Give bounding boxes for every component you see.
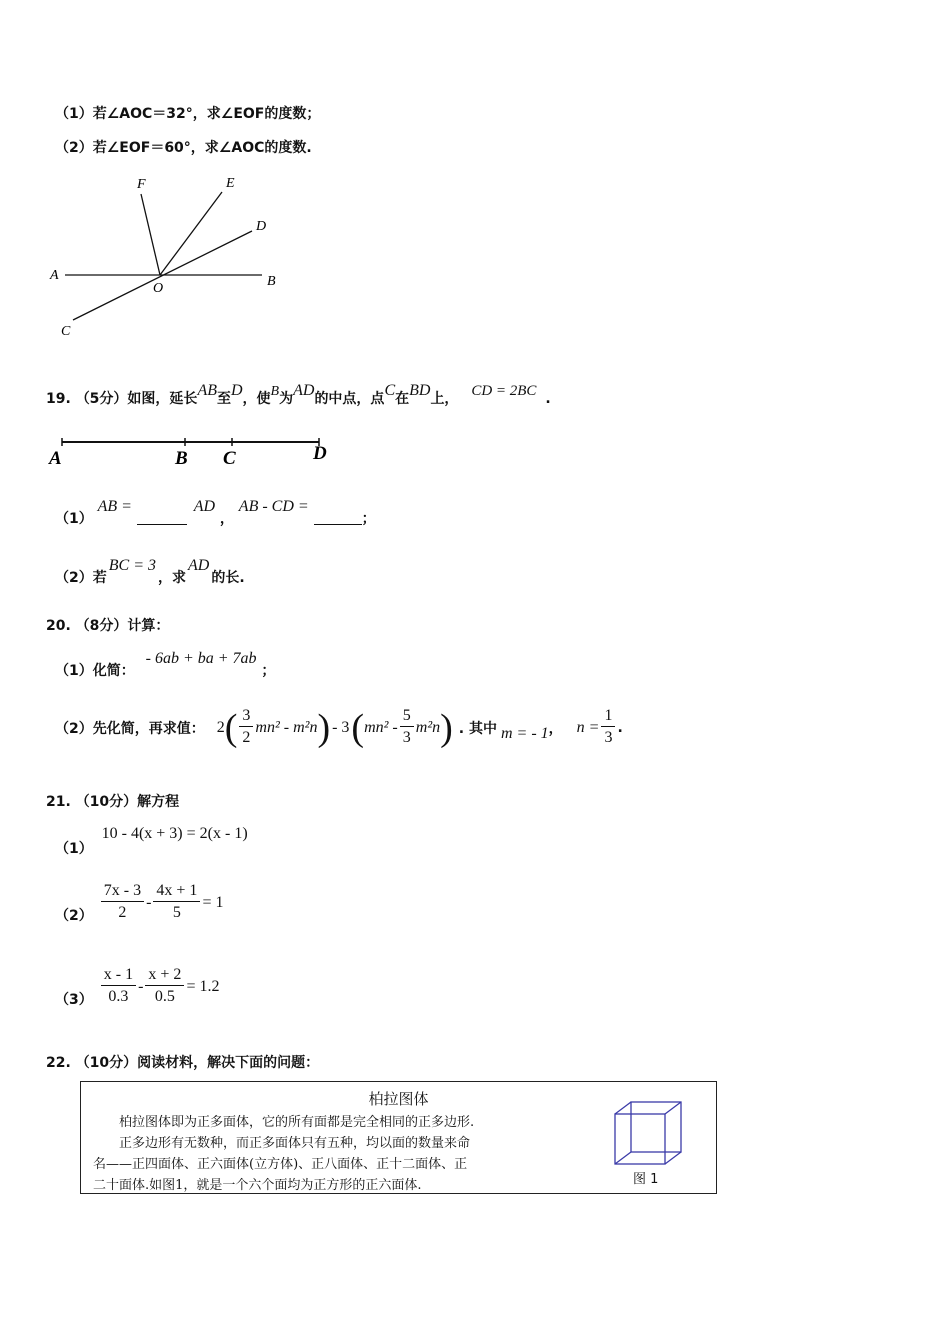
fraction-1-3: $\frac{1}{3}$ (601, 706, 615, 749)
figure-caption: 图 1 (633, 1172, 659, 1187)
fraction-x+2-over-0.5: $\frac{x + 2}{0.5}$ (145, 965, 184, 1008)
label-A: A (50, 268, 59, 283)
fraction-5-3: $\frac{5}{3}$ (400, 706, 414, 749)
seg-label-A: A (49, 448, 62, 469)
fraction-7x-3-over-2: $\frac{7x - 3}{2}$ (101, 881, 144, 924)
q21-part2: （2） $\frac{7x - 3}{2}$ - $\frac{4x + 1}{5}$ = 1 (55, 882, 224, 924)
q19-stem: 19. （5分）如图，延长AB至D，使B为AD的中点，点C在BD上， CD = 2BC . (46, 382, 551, 407)
segment-figure (44, 433, 344, 469)
q20-part2: （2）先化简，再求值： 2 ( $\frac{3}{2}$ mn² - m²n ) - 3 ( mn² - $\frac{5}{3}$ m²n ) . 其中 m = - 1 ， n = $\frac{1}{3}$ . (55, 706, 623, 749)
fraction-3-2: $\frac{3}{2}$ (239, 706, 253, 749)
label-D: D (256, 219, 267, 234)
q19-part1: （1） AB = AD ， AB - CD = ； (55, 498, 376, 527)
box-line: 二十面体.如图1，就是一个六个面均为正方形的正六面体. (93, 1178, 422, 1193)
seg-label-D: D (313, 443, 327, 464)
q18-part2: （2）若∠EOF＝60°，求∠AOC的度数. (55, 140, 312, 156)
q21-part3: （3） $\frac{x - 1}{0.3}$ - $\frac{x + 2}{0.5}$ = 1.2 (55, 966, 220, 1008)
label-C: C (61, 324, 71, 339)
answer-blank-1[interactable] (137, 524, 187, 525)
fraction-x-1-over-0.3: $\frac{x - 1}{0.3}$ (101, 965, 136, 1008)
label-E: E (226, 176, 235, 191)
q21-part1: （1） 10 - 4(x + 3) = 2(x - 1) (55, 825, 248, 857)
q19-part2: （2）若BC = 3，求AD的长. (55, 557, 245, 586)
reading-material-box (80, 1081, 717, 1194)
q20-part1: （1）化简： - 6ab + ba + 7ab ； (55, 650, 276, 679)
q18-part1: （1）若∠AOC＝32°，求∠EOF的度数； (55, 106, 321, 122)
q21-title: 21. （10分）解方程 (46, 794, 180, 810)
answer-blank-2[interactable] (314, 524, 362, 525)
box-line: 正多边形有无数种，而正多面体只有五种，均以面的数量来命 (93, 1136, 471, 1151)
seg-label-C: C (223, 448, 236, 469)
label-O: O (153, 281, 164, 296)
cube-figure (609, 1098, 689, 1168)
q20-title: 20. （8分）计算： (46, 618, 170, 634)
box-line: 柏拉图体即为正多面体，它的所有面都是完全相同的正多边形. (93, 1115, 475, 1130)
label-B: B (267, 274, 276, 289)
seg-label-B: B (175, 448, 188, 469)
box-line: 名——正四面体、正六面体(立方体)、正八面体、正十二面体、正 (93, 1157, 468, 1172)
box-title: 柏拉图体 (368, 1090, 429, 1108)
label-F: F (137, 177, 146, 192)
fraction-4x+1-over-5: $\frac{4x + 1}{5}$ (153, 881, 200, 924)
q22-title: 22. （10分）阅读材料，解决下面的问题： (46, 1055, 320, 1071)
box-text (93, 1112, 603, 1196)
angle-figure (40, 170, 300, 345)
